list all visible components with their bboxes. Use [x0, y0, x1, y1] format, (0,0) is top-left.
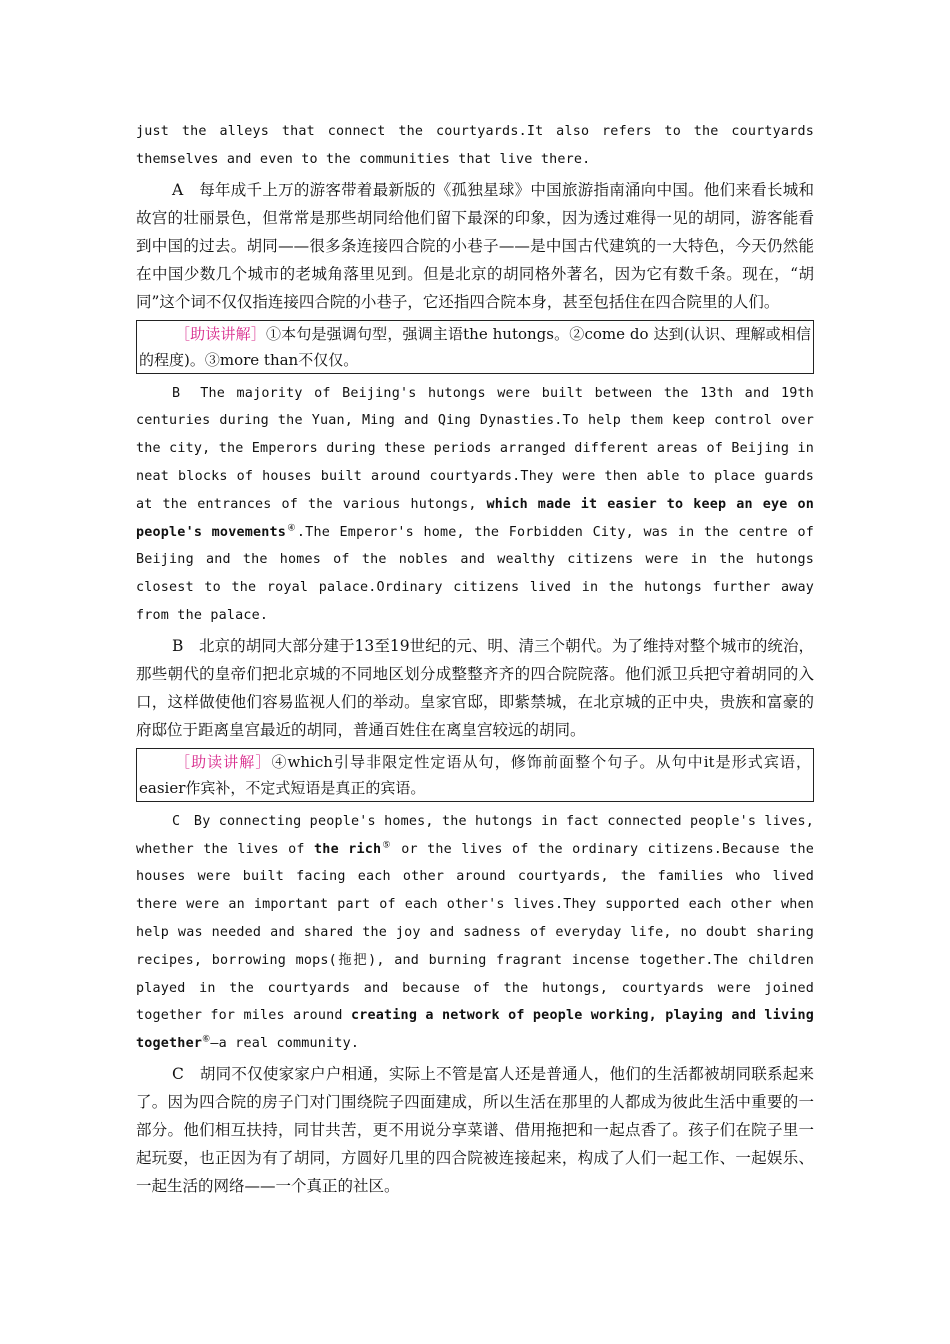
paragraph-c-en — [136, 808, 814, 1058]
text-run: B The majority of Beijing's hutongs were built between the 13th and 19th centuries during the Yuan, Ming and Qing Dynasties.To help them keep control over the city, the Emperors during these periods arranged different areas of Beijing in neat blocks of houses built around courtyards.They were then able to place guards at the entrances of the various hutongs, — [136, 385, 814, 512]
paragraph-b-zh: B 北京的胡同大部分建于13至19世纪的元、明、清三个朝代。为了维持对整个城市的统治，那些朝代的皇帝们把北京城的不同地区划分成整整齐齐的四合院院落。他们派卫兵把守着胡同的入口，这样做使他们容易监视人们的举动。皇家官邸，即紫禁城，在北京城的正中央，贵族和富豪的府邸位于距离皇宫最近的胡同，普通百姓住在离皇宫较远的胡同。 — [136, 636, 814, 739]
highlighted-phrase: the rich — [314, 841, 382, 857]
footnote-marker: ④ — [286, 523, 297, 534]
note-tag: ［助读讲解］ — [175, 752, 272, 771]
highlighted-phrase: which made it easier to keep an eye on people's movements — [136, 496, 814, 540]
document-page — [136, 118, 814, 1200]
paragraph-intro-en: just the alleys that connect the courtyards.It also refers to the courtyards themselves and even to the communities that live there. — [136, 124, 814, 167]
reading-note-1 — [136, 320, 814, 374]
text-run: .The Emperor's home, the Forbidden City, was in the centre of Beijing and the homes of the nobles and wealthy citizens were in the hutongs closest to the royal palace.Ordinary citizens lived in the hutongs further away from the palace. — [136, 524, 814, 623]
paragraph-c-zh: C 胡同不仅使家家户户相通，实际上不管是富人还是普通人，他们的生活都被胡同联系起来了。因为四合院的房子门对门围绕院子四面建成，所以生活在那里的人都成为彼此生活中重要的一部分。他们相互扶持，同甘共苦，更不用说分享菜谱、借用拖把和一起点香了。孩子们在院子里一起玩耍，也正因为有了胡同，方圆好几里的四合院被连接起来，构成了人们一起工作、一起娱乐、一起生活的网络——一个真正的社区。 — [136, 1064, 814, 1195]
note-text: ④which引导非限定性定语从句，修饰前面整个句子。从句中it是形式宾语，easier作宾补，不定式短语是真正的宾语。 — [139, 752, 811, 797]
note-text: ①本句是强调句型，强调主语the hutongs。②come do 达到(认识、理解或相信的程度)。③more than不仅仅。 — [139, 324, 811, 369]
text-run: —a real community. — [210, 1036, 360, 1052]
footnote-marker: ⑤ — [381, 840, 392, 851]
note-tag: ［助读讲解］ — [175, 324, 266, 343]
paragraph-b-en — [136, 380, 814, 630]
footnote-marker: ⑥ — [202, 1034, 211, 1045]
text-run: or the lives of the ordinary citizens.Because the houses were built facing each other around courtyards, the families who lived there were an important part of each other's lives.They supported each other when help was needed and shared the joy and sadness of everyday life, no doubt sharing recipes, borrowing mops(拖把), and burning fragrant incense together.The children played in the courtyards and because of the hutongs, courtyards were joined together for miles around — [136, 841, 814, 1024]
reading-note-2 — [136, 748, 814, 802]
highlighted-phrase: creating a network of people working, playing and living together — [136, 1008, 814, 1052]
paragraph-a-zh: A 每年成千上万的游客带着最新版的《孤独星球》中国旅游指南涌向中国。他们来看长城和故宫的壮丽景色，但常常是那些胡同给他们留下最深的印象，因为透过难得一见的胡同，游客能看到中国的过去。胡同——很多条连接四合院的小巷子——是中国古代建筑的一大特色，今天仍然能在中国少数几个城市的老城角落里见到。但是北京的胡同格外著名，因为它有数千条。现在，“胡同”这个词不仅仅指连接四合院的小巷子，它还指四合院本身，甚至包括住在四合院里的人们。 — [136, 180, 814, 311]
text-run: C By connecting people's homes, the hutongs in fact connected people's lives, whether the lives of — [136, 813, 814, 857]
